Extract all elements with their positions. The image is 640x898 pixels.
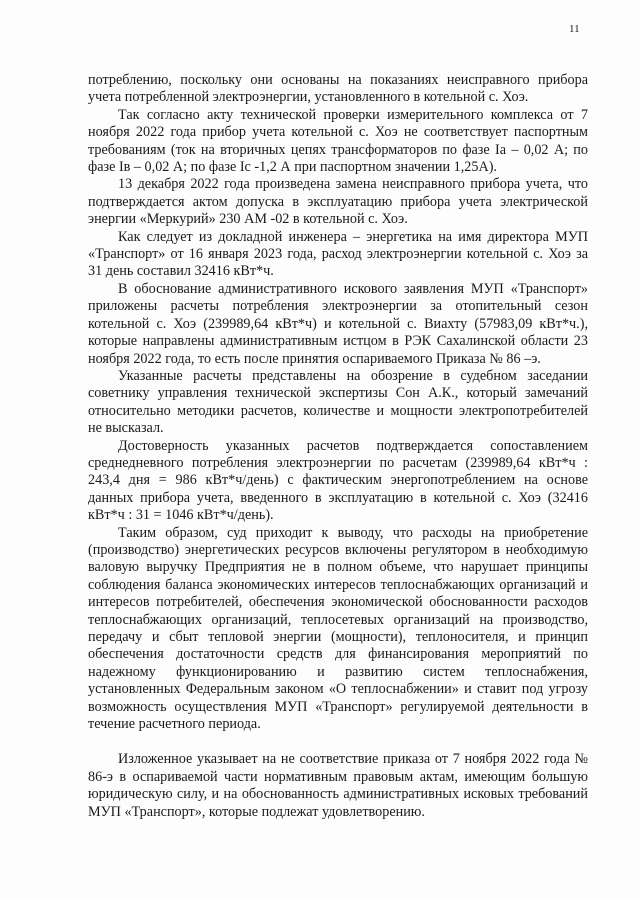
paragraph-continuation: потреблению, поскольку они основаны на показаниях неисправного прибора учета потребленной электроэнергии, установленного в котельной с. Хоэ. (88, 72, 588, 106)
paragraph-court-conclusion: Таким образом, суд приходит к выводу, что расходы на приобретение (производство) энергетических ресурсов включены регулятором в необходимую валовую выручку Предприятия не в полном объеме, что нарушает принципы соблюдения баланса экономических интересов теплоснабжающих организаций и интересов потребителей, обеспечения экономической обоснованности расходов теплоснабжающих организаций, теплосетевых организаций на производство, передачу и сбыт тепловой энергии (мощности), теплоносителя, и принцип обеспечения достаточности средств для финансирования мероприятий по надежному функционированию и развитию систем теплоснабжения, установленных Федеральным законом «О теплоснабжении» и ставит под угрозу возможность осуществления МУП «Транспорт» регулируемой деятельности в течение расчетного периода. (88, 524, 588, 733)
document-body (88, 72, 588, 821)
paragraph-meter-replacement: 13 декабря 2022 года произведена замена неисправного прибора учета, что подтверждается актом допуска в эксплуатацию прибора учета электрической энергии «Меркурий» 230 АМ -02 в котельной с. Хоэ. (88, 176, 588, 228)
paragraph-final-finding: Изложенное указывает на не соответствие приказа от 7 ноября 2022 года № 86-э в оспариваемой части нормативным правовым актам, имеющим большую юридическую силу, и на обоснованность административных исковых требований МУП «Транспорт», которые подлежат удовлетворению. (88, 751, 588, 820)
paragraph-court-review: Указанные расчеты представлены на обозрение в судебном заседании советнику управления технической экспертизы Сон А.К., который замечаний относительно методики расчетов, количестве и мощности электропотребителей не высказал. (88, 367, 588, 437)
paragraph-engineer-report: Как следует из докладной инженера – энергетика на имя директора МУП «Транспорт» от 16 января 2023 года, расход электроэнергии котельной с. Хоэ за 31 день составил 32416 кВт*ч. (88, 228, 588, 280)
page-number: 11 (569, 23, 580, 35)
paragraph-reliability: Достоверность указанных расчетов подтверждается сопоставлением среднедневного потребления электроэнергии по расчетам (239989,64 кВт*ч : 243,4 дня = 986 кВт*ч/день) с фактическим энергопотреблением на основе данных прибора учета, введенного в эксплуатацию в котельной с. Хоэ (32416 кВт*ч : 31 = 1046 кВт*ч/день). (88, 437, 588, 524)
paragraph-inspection-act: Так согласно акту технической проверки измерительного комплекса от 7 ноября 2022 года прибор учета котельной с. Хоэ не соответствует паспортным требованиям (ток на вторичных цепях трансформаторов по фазе Iа – 0,02 А; по фазе Iв – 0,02 А; по фазе Iс -1,2 А при паспортном значении 1,25А). (88, 106, 588, 176)
paragraph-calculations: В обоснование административного искового заявления МУП «Транспорт» приложены расчеты потребления электроэнергии за отопительный сезон котельной с. Хоэ (239989,64 кВт*ч) и котельной с. Виахту (57983,09 кВт*ч.), которые направлены административным истцом в РЭК Сахалинской области 23 ноября 2022 года, то есть после принятия оспариваемого Приказа № 86 –э. (88, 280, 588, 367)
